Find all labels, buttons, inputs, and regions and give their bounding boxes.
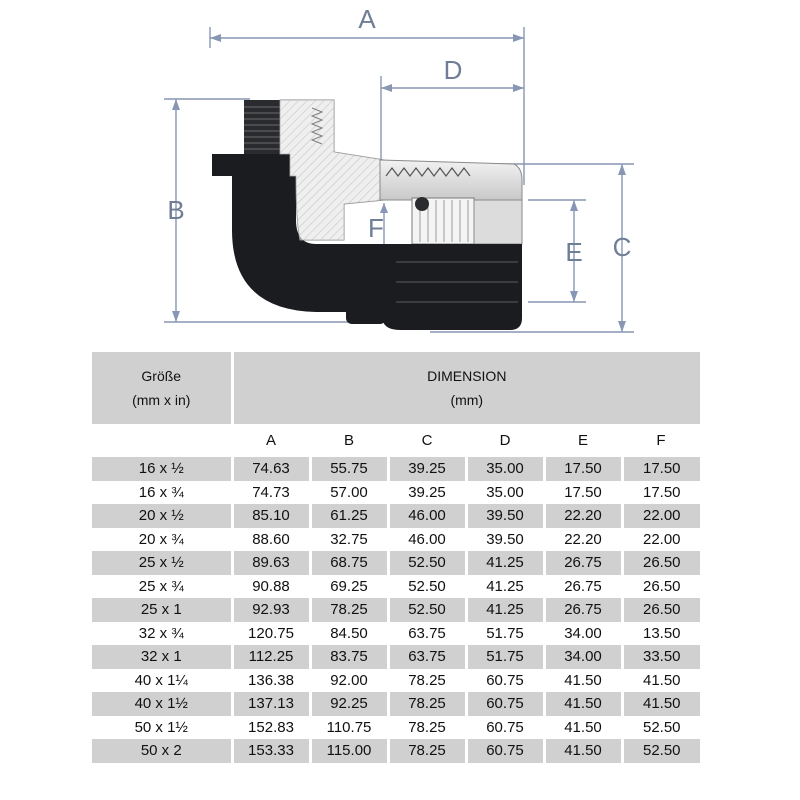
value-cell-f: 26.50: [622, 598, 700, 622]
dimension-header: [232, 352, 700, 424]
value-cell-f: 52.50: [622, 716, 700, 740]
table-row: [92, 481, 700, 505]
value-cell-d: 60.75: [466, 716, 544, 740]
table-row: [92, 739, 700, 763]
table-row: [92, 528, 700, 552]
value-cell-a: 74.63: [232, 457, 310, 481]
table-body: [92, 424, 700, 763]
value-cell-b: 55.75: [310, 457, 388, 481]
size-cell: 50 x 1½: [92, 716, 232, 740]
table-row: [92, 645, 700, 669]
size-cell: 20 x ½: [92, 504, 232, 528]
value-cell-f: 22.00: [622, 504, 700, 528]
size-cell: 20 x ¾: [92, 528, 232, 552]
value-cell-e: 26.75: [544, 575, 622, 599]
fitting-drawing: [0, 0, 800, 345]
value-cell-b: 78.25: [310, 598, 388, 622]
value-cell-e: 41.50: [544, 669, 622, 693]
table-row: [92, 575, 700, 599]
value-cell-d: 39.50: [466, 528, 544, 552]
value-cell-d: 41.25: [466, 598, 544, 622]
value-cell-e: 17.50: [544, 457, 622, 481]
value-cell-c: 52.50: [388, 551, 466, 575]
value-cell-a: 88.60: [232, 528, 310, 552]
value-cell-e: 22.20: [544, 504, 622, 528]
value-cell-a: 153.33: [232, 739, 310, 763]
value-cell-c: 46.00: [388, 504, 466, 528]
value-cell-b: 84.50: [310, 622, 388, 646]
value-cell-e: 34.00: [544, 622, 622, 646]
value-cell-a: 85.10: [232, 504, 310, 528]
value-cell-e: 41.50: [544, 716, 622, 740]
value-cell-e: 41.50: [544, 739, 622, 763]
value-cell-c: 39.25: [388, 481, 466, 505]
value-cell-f: 41.50: [622, 692, 700, 716]
dimension-c-label: C: [612, 232, 632, 262]
size-cell: 32 x 1: [92, 645, 232, 669]
value-cell-b: 68.75: [310, 551, 388, 575]
size-header-title: Größe: [141, 368, 182, 384]
table-row: [92, 457, 700, 481]
value-cell-a: 152.83: [232, 716, 310, 740]
value-cell-d: 35.00: [466, 457, 544, 481]
table-row: [92, 504, 700, 528]
table-row: [92, 716, 700, 740]
value-cell-a: 120.75: [232, 622, 310, 646]
column-header-e: E: [577, 432, 588, 449]
value-cell-a: 89.63: [232, 551, 310, 575]
value-cell-e: 22.20: [544, 528, 622, 552]
value-cell-e: 26.75: [544, 598, 622, 622]
dimension-table: [92, 352, 700, 763]
column-header-size: [92, 424, 232, 457]
column-header-b: B: [343, 432, 354, 449]
value-cell-f: 41.50: [622, 669, 700, 693]
value-cell-e: 41.50: [544, 692, 622, 716]
value-cell-c: 63.75: [388, 622, 466, 646]
value-cell-f: 17.50: [622, 457, 700, 481]
value-cell-f: 26.50: [622, 575, 700, 599]
value-cell-c: 39.25: [388, 457, 466, 481]
size-cell: 40 x 1¼: [92, 669, 232, 693]
dimension-header-unit: (mm): [450, 392, 484, 408]
value-cell-b: 83.75: [310, 645, 388, 669]
value-cell-f: 33.50: [622, 645, 700, 669]
table-row: [92, 598, 700, 622]
value-cell-d: 35.00: [466, 481, 544, 505]
size-cell: 50 x 2: [92, 739, 232, 763]
value-cell-d: 51.75: [466, 645, 544, 669]
value-cell-a: 112.25: [232, 645, 310, 669]
column-header-c: C: [421, 432, 433, 449]
size-cell: 16 x ½: [92, 457, 232, 481]
column-header-d: D: [499, 432, 511, 449]
value-cell-f: 26.50: [622, 551, 700, 575]
dimension-e-label: E: [565, 237, 583, 267]
value-cell-f: 13.50: [622, 622, 700, 646]
value-cell-c: 46.00: [388, 528, 466, 552]
value-cell-d: 39.50: [466, 504, 544, 528]
value-cell-c: 78.25: [388, 692, 466, 716]
value-cell-f: 52.50: [622, 739, 700, 763]
value-cell-a: 137.13: [232, 692, 310, 716]
elbow-fitting: [212, 100, 522, 330]
value-cell-c: 78.25: [388, 739, 466, 763]
dimension-a-label: A: [358, 4, 376, 34]
table-row: [92, 669, 700, 693]
table-row: [92, 622, 700, 646]
value-cell-d: 60.75: [466, 739, 544, 763]
value-cell-d: 60.75: [466, 669, 544, 693]
value-cell-c: 52.50: [388, 598, 466, 622]
value-cell-b: 61.25: [310, 504, 388, 528]
value-cell-e: 17.50: [544, 481, 622, 505]
value-cell-a: 90.88: [232, 575, 310, 599]
size-cell: 25 x ½: [92, 551, 232, 575]
value-cell-f: 22.00: [622, 528, 700, 552]
value-cell-a: 74.73: [232, 481, 310, 505]
value-cell-e: 34.00: [544, 645, 622, 669]
size-header: [92, 352, 232, 424]
table-row: [92, 692, 700, 716]
size-cell: 16 x ¾: [92, 481, 232, 505]
column-header-a: A: [265, 432, 276, 449]
value-cell-b: 32.75: [310, 528, 388, 552]
dimension-f-label: F: [368, 213, 384, 243]
value-cell-d: 41.25: [466, 551, 544, 575]
size-cell: 32 x ¾: [92, 622, 232, 646]
value-cell-c: 63.75: [388, 645, 466, 669]
dimension-b-label: B: [167, 195, 185, 225]
column-header-row: [92, 424, 700, 457]
value-cell-e: 26.75: [544, 551, 622, 575]
value-cell-a: 136.38: [232, 669, 310, 693]
value-cell-c: 78.25: [388, 716, 466, 740]
dimension-d-label: D: [443, 55, 463, 85]
value-cell-b: 57.00: [310, 481, 388, 505]
value-cell-b: 92.25: [310, 692, 388, 716]
value-cell-b: 69.25: [310, 575, 388, 599]
value-cell-b: 115.00: [310, 739, 388, 763]
size-cell: 40 x 1½: [92, 692, 232, 716]
dimension-header-title: DIMENSION: [427, 368, 507, 384]
size-cell: 25 x 1: [92, 598, 232, 622]
value-cell-d: 60.75: [466, 692, 544, 716]
value-cell-b: 110.75: [310, 716, 388, 740]
value-cell-c: 78.25: [388, 669, 466, 693]
value-cell-d: 41.25: [466, 575, 544, 599]
size-cell: 25 x ¾: [92, 575, 232, 599]
size-header-unit: (mm x in): [132, 392, 191, 408]
value-cell-c: 52.50: [388, 575, 466, 599]
column-header-f: F: [656, 432, 666, 449]
value-cell-f: 17.50: [622, 481, 700, 505]
table-row: [92, 551, 700, 575]
value-cell-a: 92.93: [232, 598, 310, 622]
value-cell-d: 51.75: [466, 622, 544, 646]
value-cell-b: 92.00: [310, 669, 388, 693]
